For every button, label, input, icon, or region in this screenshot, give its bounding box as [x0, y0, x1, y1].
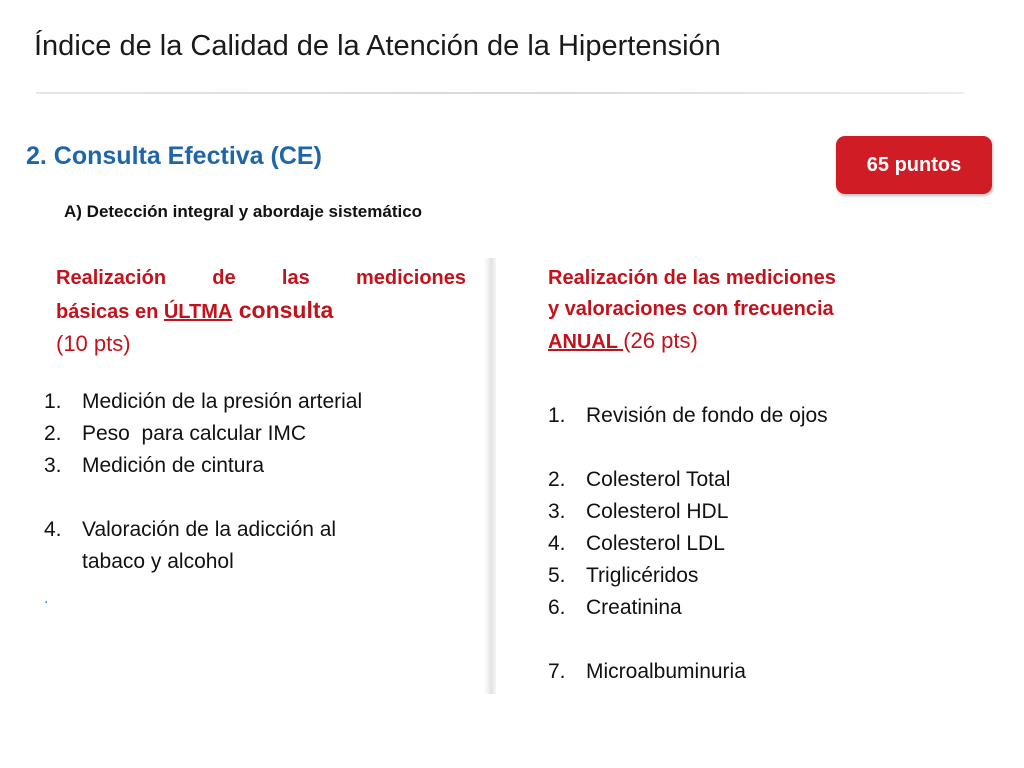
left-heading-underlined: ÚLTMA: [163, 301, 233, 323]
list-text: Colesterol HDL: [586, 500, 729, 523]
list-item: [548, 592, 968, 624]
right-heading-underlined: ANUAL: [548, 331, 624, 353]
list-number: 1.: [548, 404, 566, 427]
left-heading-word: las: [281, 267, 310, 289]
left-heading-word: mediciones: [355, 267, 466, 289]
left-heading-suffix: consulta: [232, 297, 334, 323]
list-number: 6.: [548, 596, 566, 619]
list-number: 4.: [44, 518, 62, 541]
points-badge: 65 puntos: [836, 136, 992, 194]
column-divider: [484, 258, 496, 694]
list-text: Valoración de la adicción al tabaco y alcohol: [82, 518, 337, 573]
left-heading-points: (10 pts): [56, 331, 131, 356]
list-item: [548, 464, 968, 496]
list-text: Medición de la presión arterial: [82, 390, 363, 413]
right-heading: [548, 263, 928, 358]
left-heading-line2: [56, 294, 466, 328]
right-heading-line1: Realización de las mediciones: [548, 267, 836, 289]
list-item: [548, 560, 968, 592]
list-text: Colesterol Total: [586, 468, 731, 491]
left-heading-word: de: [212, 267, 236, 289]
right-heading-line2: y valoraciones con frecuencia: [548, 298, 834, 320]
list-text: Colesterol LDL: [586, 532, 725, 555]
list-text: Revisión de fondo de ojos: [586, 404, 828, 427]
list-text: Triglicéridos: [586, 564, 699, 587]
list-item: [44, 450, 464, 482]
list-number: 7.: [548, 660, 566, 683]
left-heading-prefix: básicas en: [56, 301, 164, 323]
left-heading: [56, 262, 466, 360]
list-number: 3.: [548, 500, 566, 523]
left-measurements-list: [44, 386, 464, 578]
list-number: 4.: [548, 532, 566, 555]
list-item: [548, 400, 968, 432]
list-number: 2.: [548, 468, 566, 491]
right-heading-line3: [548, 325, 928, 358]
right-heading-points: (26 pts): [623, 328, 698, 353]
list-item: [548, 656, 968, 688]
list-item: [44, 418, 464, 450]
list-text: Microalbuminuria: [586, 660, 746, 683]
list-text: Peso para calcular IMC: [82, 422, 307, 445]
list-number: 2.: [44, 422, 62, 445]
list-item: [548, 496, 968, 528]
list-item: [44, 386, 464, 418]
list-number: 3.: [44, 454, 62, 477]
list-number: 5.: [548, 564, 566, 587]
section-title: 2. Consulta Efectiva (CE): [26, 142, 322, 170]
slide-title: Índice de la Calidad de la Atención de la Hipertensión: [34, 30, 721, 62]
right-measurements-list: [548, 400, 968, 688]
list-text: Creatinina: [586, 596, 682, 619]
trailing-dot: .: [44, 590, 49, 607]
left-heading-line1: [56, 262, 466, 294]
list-item: [44, 514, 402, 578]
title-divider: [36, 92, 964, 94]
list-item: [548, 528, 968, 560]
list-text: Medición de cintura: [82, 454, 265, 477]
subheading: A) Detección integral y abordaje sistemático: [64, 202, 423, 221]
list-number: 1.: [44, 390, 62, 413]
left-heading-word: Realización: [56, 267, 167, 289]
